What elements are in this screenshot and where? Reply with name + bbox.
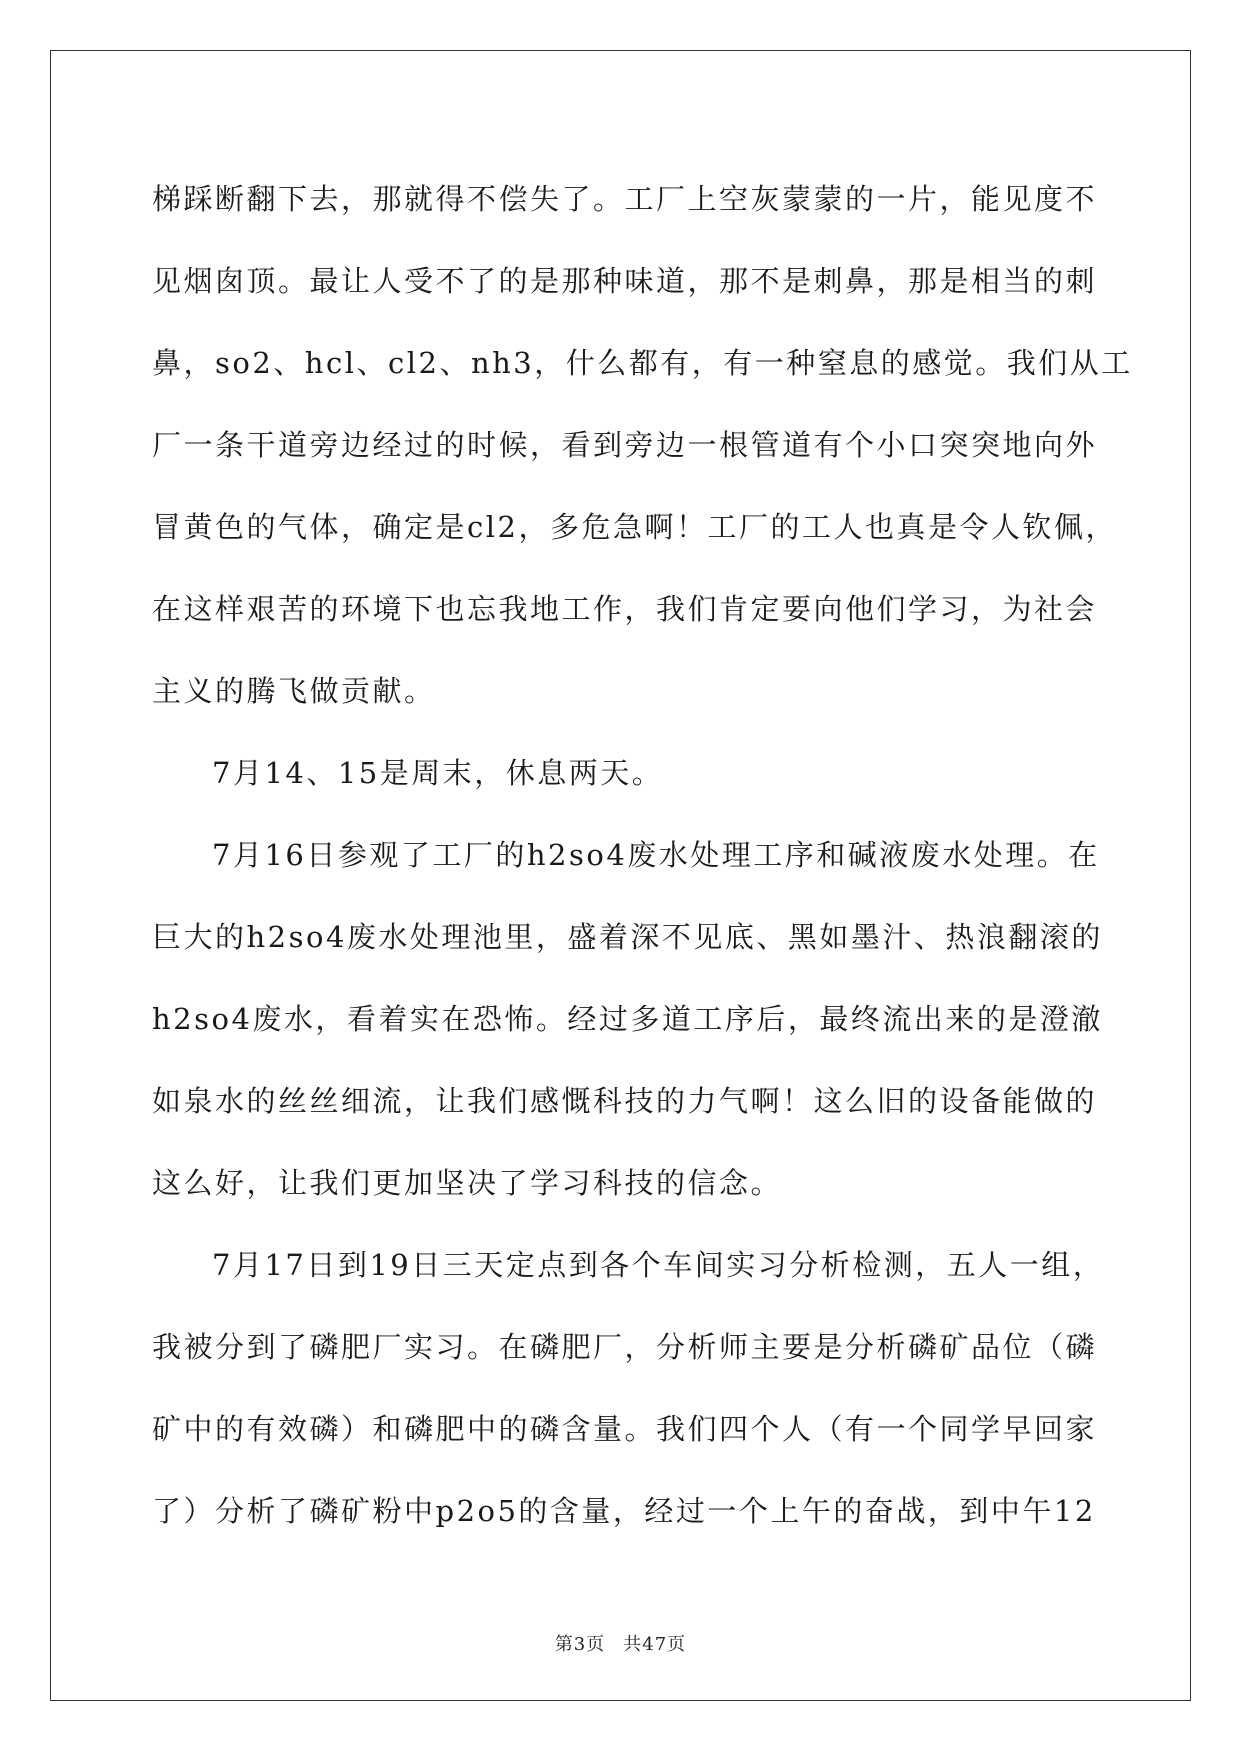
paragraph-start-line: 7月17日到19日三天定点到各个车间实习分析检测，五人一组，: [212, 1248, 1105, 1282]
text-line: 在这样艰苦的环境下也忘我地工作，我们肯定要向他们学习，为社会: [152, 592, 1098, 626]
text-line: 这么好，让我们更加坚决了学习科技的信念。: [152, 1166, 783, 1200]
text-line: 我被分到了磷肥厂实习。在磷肥厂，分析师主要是分析磷矿品位（磷: [152, 1330, 1098, 1364]
text-line: 了）分析了磷矿粉中p2o5的含量，经过一个上午的奋战，到中午12: [152, 1494, 1096, 1528]
text-line: 矿中的有效磷）和磷肥中的磷含量。我们四个人（有一个同学早回家: [152, 1412, 1098, 1446]
text-line: 主义的腾飞做贡献。: [152, 674, 436, 708]
text-line: 厂一条干道旁边经过的时候，看到旁边一根管道有个小口突突地向外: [152, 428, 1098, 462]
text-line: h2so4废水，看着实在恐怖。经过多道工序后，最终流出来的是澄澈: [152, 1002, 1103, 1036]
text-line: 见烟囱顶。最让人受不了的是那种味道，那不是刺鼻，那是相当的刺: [152, 264, 1098, 298]
page-footer: [0, 1630, 1241, 1656]
text-line: 梯踩断翻下去，那就得不偿失了。工厂上空灰蒙蒙的一片，能见度不: [152, 182, 1098, 216]
document-body: [152, 158, 1133, 1552]
page-number: 第3页: [554, 1634, 606, 1655]
text-line: 鼻，so2、hcl、cl2、nh3，什么都有，有一种窒息的感觉。我们从工: [152, 346, 1133, 380]
paragraph-start-line: 7月16日参观了工厂的h2so4废水处理工序和碱液废水处理。在: [212, 838, 1100, 872]
text-line: 冒黄色的气体，确定是cl2，多危急啊！工厂的工人也真是令人钦佩，: [152, 510, 1117, 544]
text-line: 巨大的h2so4废水处理池里，盛着深不见底、黑如墨汁、热浪翻滚的: [152, 920, 1103, 954]
text-line: 如泉水的丝丝细流，让我们感慨科技的力气啊！这么旧的设备能做的: [152, 1084, 1098, 1118]
total-pages: 共47页: [623, 1634, 687, 1655]
paragraph-start-line: 7月14、15是周末，休息两天。: [212, 756, 664, 790]
